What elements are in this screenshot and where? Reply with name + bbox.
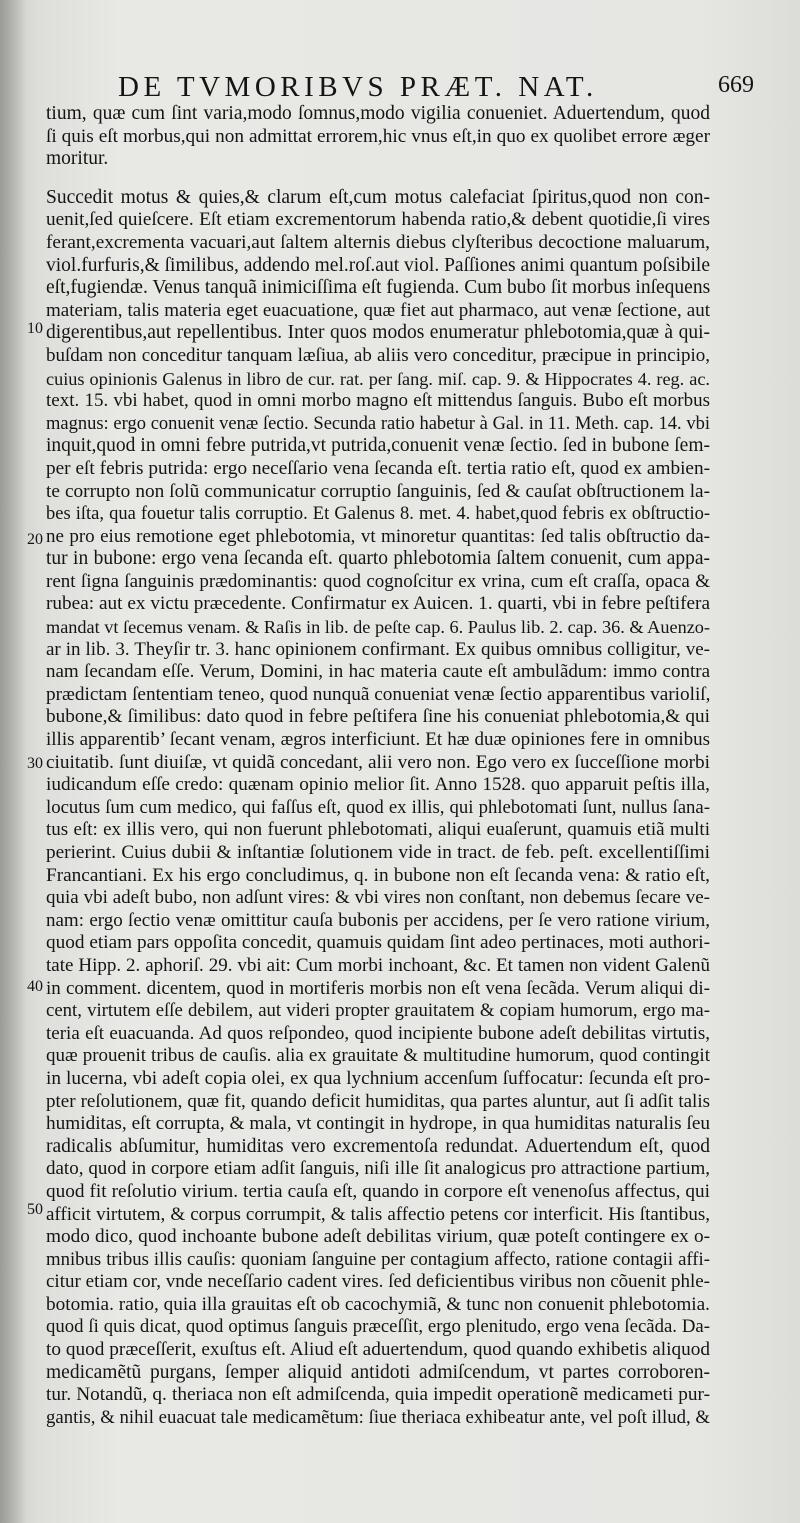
- text-line: dato, quod in corpore etiam adſit ſanguis, niſi ille ſit analogicus pro attractione partium,: [46, 1158, 710, 1180]
- text-line: Succedit motus & quies,& clarum eſt,cum motus calefaciat ſpiritus,quod non con-: [46, 186, 710, 208]
- margin-line-number: 40: [27, 978, 43, 995]
- text-line: perierint. Cuius dubii & inſtantiæ ſolutionem vide in tract. de feb. peſt. excellentiſſimi: [46, 842, 710, 863]
- text-line: text. 15. vbi habet, quod in omni morbo magno eſt mittendus ſanguis. Bubo eſt morbus: [46, 390, 710, 412]
- text-line: tur. Notandũ, q. theriaca non eſt admiſcenda, quia impedit operationẽ medicameti pur-: [46, 1384, 710, 1406]
- text-line: botomia. ratio, quia illa grauitas eſt ob cacochymiã, & tunc non conuenit phlebotomia.: [46, 1293, 710, 1315]
- running-title: DE TVMORIBVS PRÆT. NAT.: [118, 71, 598, 103]
- text-line: ſi quis eſt morbus,qui non admittat errorem,hic vnus eſt,in quo ex quolibet errore æger: [46, 125, 710, 147]
- text-line: citur etiam cor, vnde neceſſario cadent vires. ſed deficientibus viribus non cõuenit phle-: [46, 1271, 710, 1293]
- text-line: teria eſt euacuanda. Ad quos reſpondeo, quod incipiente bubone adeſt debilitas virtutis,: [46, 1022, 710, 1044]
- text-line: in lucerna, vbi adeſt copia olei, ex qua lychnium accenſum ſuffocatur: ſecunda eſt pro-: [46, 1067, 710, 1089]
- text-line: mandat vt ſecemus venam. & Raſis in lib. de peſte cap. 6. Paulus lib. 2. cap. 36. & Auenzo-: [46, 617, 710, 638]
- text-line: ferant,excrementa vacuari,aut ſaltem alternis diebus clyſteribus decoctione maluarum,: [46, 231, 710, 253]
- text-line: cent, virtutem eſſe debilem, aut videri propter grauitatem & copiam humorum, ergo ma-: [46, 1000, 710, 1022]
- text-line: quod fit reſolutio virium. tertia cauſa eſt, quando in corpore eſt venenoſus affectus, qui: [46, 1180, 710, 1202]
- text-line: modo dico, quod inchoante bubone adeſt debilitas virium, quæ poteſt contingere ex o-: [46, 1226, 710, 1248]
- text-line: iudicandum eſſe credo: quænam opinio melior ſit. Anno 1528. quo apparuit peſtis illa,: [46, 774, 710, 796]
- text-line: per eſt febris putrida: ergo neceſſario vena ſecanda eſt. tertia ratio eſt, quod ex ambien-: [46, 457, 710, 479]
- page-number: 669: [718, 72, 754, 98]
- text-line: gantis, & nihil euacuat tale medicamẽtum: ſiue theriaca exhibeatur ante, vel poſt illud, &: [46, 1406, 710, 1428]
- text-line: buſdam non conceditur tanquam læſiua, ab aliis vero conceditur, præcipue in principio,: [46, 344, 710, 366]
- text-line: afficit virtutem, & corpus corrumpit, & talis affectio petens cor interficit. His ſtantibus,: [46, 1203, 710, 1225]
- text-line: locutus ſum cum medico, qui faſſus eſt, quod ex illis, qui phlebotomati ſunt, nullus ſana-: [46, 796, 710, 818]
- text-line: moritur.: [46, 148, 109, 170]
- text-line: tur in bubone: ergo vena ſecanda eſt. quarto phlebotomia ſaltem conuenit, cum appa-: [46, 548, 710, 570]
- text-line: bubone,& ſimilibus: dato quod in febre peſtifera ſine his conueniat phlebotomia,& qui: [46, 706, 710, 728]
- text-line: quod etiam pars oppoſita concedit, quamuis quidam ſint adeo pertinaces, moti authori-: [46, 932, 710, 954]
- text-line: cuius opinionis Galenus in libro de cur. rat. per ſang. miſ. cap. 9. & Hippocrates 4. reg. ac.: [46, 368, 710, 389]
- margin-line-number: 20: [27, 531, 43, 548]
- text-line: quia vbi adeſt bubo, non adſunt vires: & vbi vires non conſtant, non debemus ſecare ve-: [46, 887, 710, 909]
- text-line: magnus: ergo conuenit venæ ſectio. Secunda ratio habetur à Gal. in 11. Meth. cap. 14. vbi: [46, 413, 710, 434]
- text-line: tate Hipp. 2. aphoriſ. 29. vbi ait: Cum morbi inchoant, &c. Et tamen non vident Galenũ: [46, 954, 710, 976]
- text-line: illis apparentib’ ſecant venam, ægros interficiunt. Et hæ duæ opiniones fere in omnibus: [46, 729, 710, 751]
- text-line: eſt,fugiendæ. Venus tanquã inimiciſſima eſt fugienda. Cum bubo ſit morbus inſequens: [46, 277, 711, 299]
- margin-line-number: 30: [27, 755, 43, 772]
- text-line: quæ prouenit tribus de cauſis. alia ex grauitate & multitudine humorum, quod contingit: [46, 1045, 710, 1067]
- text-line: to quod præceſſerit, exuſtus eſt. Aliud eſt aduertendum, quod quando exhibetis aliquod: [46, 1339, 710, 1361]
- text-line: quod ſi quis dicat, quod optimus ſanguis præceſſit, ergo plenitudo, ergo vena ſecãda. Da-: [46, 1316, 710, 1338]
- text-line: nam ſecandam eſſe. Verum, Domini, in hac materia caute eſt ambulãdum: immo contra: [46, 661, 710, 683]
- text-line: mnibus tribus illis cauſis: quoniam ſanguine per contagium affecto, ratione contagii affi-: [46, 1248, 710, 1270]
- text-line: tium, quæ cum ſint varia,modo ſomnus,modo vigilia conueniet. Aduertendum, quod: [46, 103, 710, 124]
- text-line: medicamẽtũ purgans, ſemper aliquid antidoti admiſcendum, vt partes corroboren-: [46, 1361, 710, 1383]
- text-line: ciuitatib. ſunt diuiſæ, vt quidã concedant, alii vero non. Ego vero ex ſucceſſione morbi: [46, 751, 710, 773]
- text-line: materiam, talis materia eget euacuatione, quæ fiet aut pharmaco, aut venæ ſectione, aut: [46, 299, 710, 321]
- text-line: tus eſt: ex illis vero, qui non fuerunt phlebotomati, aliqui euaſerunt, quamuis etiã multi: [46, 819, 710, 841]
- text-line: ne pro eius remotione eget phlebotomia, vt minoretur quantitas: ſed talis obſtructio da-: [46, 525, 710, 547]
- text-line: humiditas, eſt corrupta, & mala, vt contingit in hydrope, in qua humiditas naturalis ſeu: [46, 1113, 710, 1135]
- margin-line-number: 10: [27, 320, 43, 337]
- text-line: in comment. dicentem, quod in mortiferis morbis non eſt vena ſecãda. Verum aliqui di-: [46, 977, 710, 999]
- text-line: pter reſolutionem, quæ fit, quando deficit humiditas, qua partes aluntur, aut ſi adſit talis: [46, 1090, 710, 1112]
- text-line: nam: ergo ſectio venæ omittitur cauſa bubonis per accidens, per ſe vero ratione virium,: [46, 909, 710, 931]
- text-line: Francantiani. Ex his ergo concludimus, q. in bubone non eſt ſecanda vena: & ratio eſt,: [46, 864, 710, 886]
- text-line: bes iſta, qua fouetur talis corruptio. Et Galenus 8. met. 4. habet,quod febris ex obſtructio-: [46, 504, 710, 525]
- text-line: radicalis abſumitur, humiditas vero excrementoſa redundat. Aduertendum eſt, quod: [46, 1135, 710, 1157]
- text-line: te corrupto non ſolũ communicatur corruptio ſanguinis, ſed & cauſat obſtructionem la-: [46, 480, 710, 502]
- text-line: rent ſigna ſanguinis prædominantis: quod cognoſcitur ex vrina, cum eſt craſſa, opaca &: [46, 570, 710, 592]
- text-line: inquit,quod in omni febre putrida,vt putrida,conuenit venæ ſectio. ſed in bubone ſem-: [46, 435, 710, 457]
- text-line: digerentibus,aut repellentibus. Inter quos modos enumeratur phlebotomia,quæ à qui-: [46, 322, 710, 344]
- margin-line-number: 50: [27, 1201, 43, 1218]
- text-line: uenit,ſed quieſcere. Eſt etiam excrementorum habenda ratio,& debent quotidie,ſi vires: [46, 209, 710, 231]
- text-line: viol.furfuris,& ſimilibus, addendo mel.roſ.aut viol. Paſſiones animi quantum poſsibile: [46, 254, 711, 276]
- text-line: ar in lib. 3. Theyſir tr. 3. hanc opinionem confirmant. Ex quibus omnibus colligitur, ve-: [46, 638, 710, 660]
- text-line: rubea: aut ex victu præcedente. Confirmatur ex Auicen. 1. quarti, vbi in febre peſtifera: [46, 593, 710, 615]
- body-text: [46, 103, 710, 1429]
- text-line: prædictam ſententiam teneo, quod nunquã conueniat venæ ſectio apparentibus varioliſ,: [46, 683, 711, 705]
